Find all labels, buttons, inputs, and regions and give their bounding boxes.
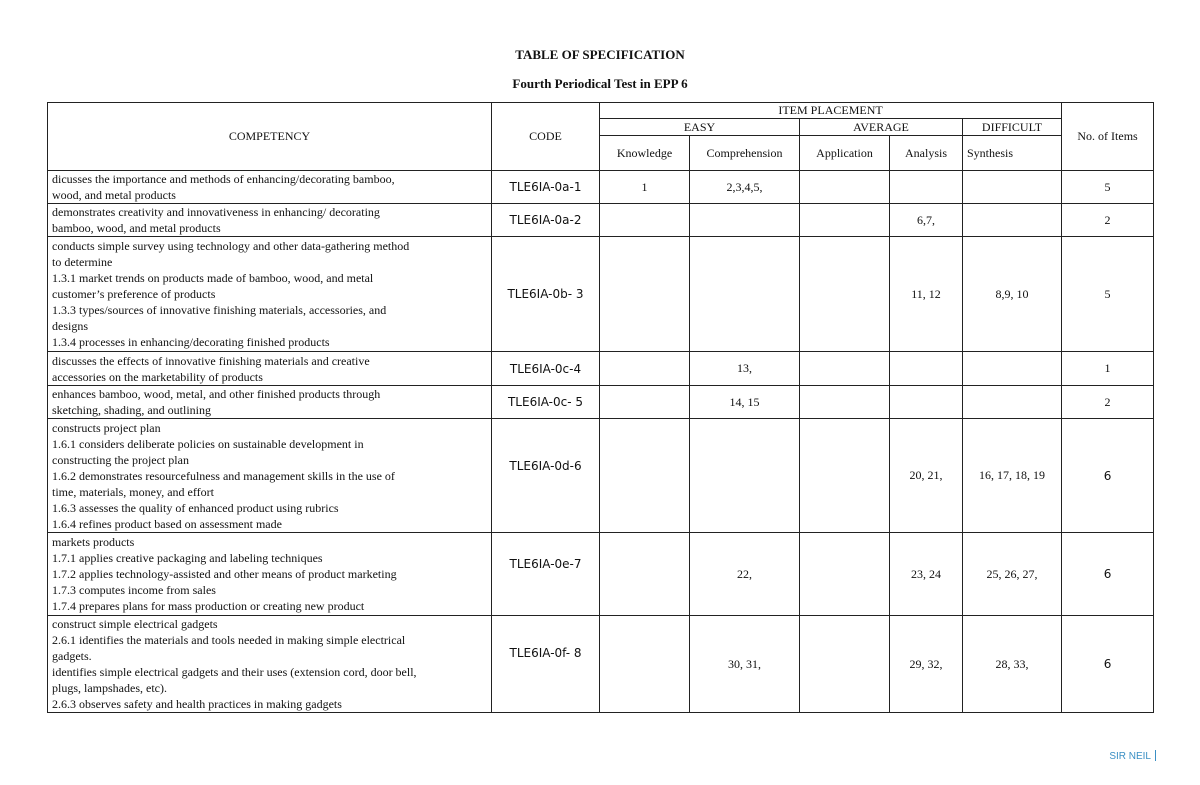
code-cell: TLE6IA-0e-7 bbox=[492, 533, 600, 616]
competency-line: construct simple electrical gadgets bbox=[52, 617, 218, 631]
comprehension-cell: 14, 15 bbox=[690, 386, 800, 419]
header-analysis: Analysis bbox=[890, 136, 963, 171]
table-row bbox=[48, 237, 1154, 352]
total-items-cell: 6 bbox=[1062, 533, 1154, 616]
analysis-cell: 6,7, bbox=[890, 204, 963, 237]
competency-line: 1.3.4 processes in enhancing/decorating finished products bbox=[52, 335, 330, 349]
footer-text: SIR NEIL bbox=[1109, 751, 1151, 762]
synthesis-cell bbox=[963, 171, 1062, 204]
competency-cell bbox=[48, 386, 492, 419]
competency-line: 1.7.3 computes income from sales bbox=[52, 583, 216, 597]
footer-divider bbox=[1155, 750, 1156, 761]
competency-cell bbox=[48, 204, 492, 237]
header-no-of-items: No. of Items bbox=[1062, 103, 1154, 171]
header-application: Application bbox=[800, 136, 890, 171]
comprehension-cell bbox=[690, 237, 800, 352]
header-average: AVERAGE bbox=[800, 119, 963, 136]
competency-line: dicusses the importance and methods of enhancing/decorating bamboo, bbox=[52, 172, 395, 186]
analysis-cell bbox=[890, 171, 963, 204]
code-cell: TLE6IA-0b- 3 bbox=[492, 237, 600, 352]
analysis-cell bbox=[890, 352, 963, 386]
competency-line: accessories on the marketability of products bbox=[52, 369, 263, 384]
table-body bbox=[48, 171, 1154, 713]
comprehension-cell: 30, 31, bbox=[690, 616, 800, 713]
application-cell bbox=[800, 386, 890, 419]
analysis-cell: 29, 32, bbox=[890, 616, 963, 713]
competency-line: 1.3.1 market trends on products made of bamboo, wood, and metal bbox=[52, 271, 374, 285]
header-synthesis: Synthesis bbox=[963, 136, 1062, 171]
code-cell: TLE6IA-0f- 8 bbox=[492, 616, 600, 713]
comprehension-cell bbox=[690, 204, 800, 237]
competency-line: constructing the project plan bbox=[52, 452, 189, 467]
competency-line: enhances bamboo, wood, metal, and other finished products through bbox=[52, 387, 381, 401]
code-cell: TLE6IA-0c-4 bbox=[492, 352, 600, 386]
footer-author bbox=[1109, 750, 1156, 762]
knowledge-cell bbox=[600, 204, 690, 237]
competency-line: 1.7.1 applies creative packaging and labeling techniques bbox=[52, 551, 323, 565]
competency-cell bbox=[48, 237, 492, 352]
comprehension-cell: 2,3,4,5, bbox=[690, 171, 800, 204]
knowledge-cell bbox=[600, 237, 690, 352]
document-subtitle: Fourth Periodical Test in EPP 6 bbox=[512, 76, 688, 91]
knowledge-cell: 1 bbox=[600, 171, 690, 204]
table-row bbox=[48, 533, 1154, 616]
table-row bbox=[48, 386, 1154, 419]
analysis-cell: 23, 24 bbox=[890, 533, 963, 616]
header-code: CODE bbox=[492, 103, 600, 171]
code-cell: TLE6IA-0a-2 bbox=[492, 204, 600, 237]
total-items-cell: 5 bbox=[1062, 237, 1154, 352]
synthesis-cell bbox=[963, 352, 1062, 386]
knowledge-cell bbox=[600, 419, 690, 533]
header-comprehension: Comprehension bbox=[690, 136, 800, 171]
table-row bbox=[48, 352, 1154, 386]
code-cell: TLE6IA-0d-6 bbox=[492, 419, 600, 533]
competency-cell bbox=[48, 616, 492, 713]
total-items-cell: 2 bbox=[1062, 204, 1154, 237]
competency-line: wood, and metal products bbox=[52, 188, 176, 202]
comprehension-cell: 13, bbox=[690, 352, 800, 386]
table-row bbox=[48, 171, 1154, 204]
specification-table bbox=[47, 102, 1154, 713]
competency-line: discusses the effects of innovative finishing materials and creative bbox=[52, 353, 370, 368]
application-cell bbox=[800, 204, 890, 237]
application-cell bbox=[800, 616, 890, 713]
knowledge-cell bbox=[600, 352, 690, 386]
application-cell bbox=[800, 533, 890, 616]
total-items-cell: 6 bbox=[1062, 616, 1154, 713]
competency-line: customer’s preference of products bbox=[52, 287, 216, 301]
code-cell: TLE6IA-0a-1 bbox=[492, 171, 600, 204]
competency-line: to determine bbox=[52, 255, 113, 269]
competency-line: 1.6.3 assesses the quality of enhanced product using rubrics bbox=[52, 500, 339, 515]
analysis-cell: 11, 12 bbox=[890, 237, 963, 352]
application-cell bbox=[800, 237, 890, 352]
application-cell bbox=[800, 171, 890, 204]
competency-line: 1.6.1 considers deliberate policies on sustainable development in bbox=[52, 436, 364, 451]
knowledge-cell bbox=[600, 616, 690, 713]
comprehension-cell bbox=[690, 419, 800, 533]
table-row bbox=[48, 204, 1154, 237]
analysis-cell: 20, 21, bbox=[890, 419, 963, 533]
competency-line: gadgets. bbox=[52, 649, 92, 663]
total-items-cell: 2 bbox=[1062, 386, 1154, 419]
competency-line: conducts simple survey using technology and other data-gathering method bbox=[52, 239, 410, 253]
synthesis-cell bbox=[963, 204, 1062, 237]
competency-line: 2.6.1 identifies the materials and tools needed in making simple electrical bbox=[52, 633, 406, 647]
competency-line: designs bbox=[52, 319, 88, 333]
synthesis-cell: 25, 26, 27, bbox=[963, 533, 1062, 616]
competency-line: 1.6.2 demonstrates resourcefulness and management skills in the use of bbox=[52, 468, 395, 483]
competency-line: sketching, shading, and outlining bbox=[52, 403, 211, 417]
synthesis-cell: 28, 33, bbox=[963, 616, 1062, 713]
competency-line: 1.7.2 applies technology-assisted and other means of product marketing bbox=[52, 567, 397, 581]
competency-cell bbox=[48, 171, 492, 204]
table-row bbox=[48, 419, 1154, 533]
code-cell: TLE6IA-0c- 5 bbox=[492, 386, 600, 419]
header-competency: COMPETENCY bbox=[48, 103, 492, 171]
header-difficult: DIFFICULT bbox=[963, 119, 1062, 136]
synthesis-cell bbox=[963, 386, 1062, 419]
total-items-cell: 6 bbox=[1062, 419, 1154, 533]
synthesis-cell: 8,9, 10 bbox=[963, 237, 1062, 352]
competency-line: 2.6.3 observes safety and health practices in making gadgets bbox=[52, 697, 342, 711]
competency-cell bbox=[48, 352, 492, 386]
competency-line: identifies simple electrical gadgets and their uses (extension cord, door bell, bbox=[52, 665, 417, 679]
total-items-cell: 5 bbox=[1062, 171, 1154, 204]
application-cell bbox=[800, 419, 890, 533]
header-knowledge: Knowledge bbox=[600, 136, 690, 171]
competency-line: demonstrates creativity and innovativeness in enhancing/ decorating bbox=[52, 205, 380, 219]
competency-cell bbox=[48, 419, 492, 533]
knowledge-cell bbox=[600, 533, 690, 616]
competency-cell bbox=[48, 533, 492, 616]
header-easy: EASY bbox=[600, 119, 800, 136]
competency-line: 1.6.4 refines product based on assessment made bbox=[52, 516, 282, 531]
document-title: TABLE OF SPECIFICATION bbox=[515, 47, 685, 62]
competency-line: 1.7.4 prepares plans for mass production or creating new product bbox=[52, 599, 365, 613]
table-row bbox=[48, 616, 1154, 713]
application-cell bbox=[800, 352, 890, 386]
competency-line: 1.3.3 types/sources of innovative finishing materials, accessories, and bbox=[52, 303, 387, 317]
comprehension-cell: 22, bbox=[690, 533, 800, 616]
synthesis-cell: 16, 17, 18, 19 bbox=[963, 419, 1062, 533]
competency-line: plugs, lampshades, etc). bbox=[52, 681, 167, 695]
total-items-cell: 1 bbox=[1062, 352, 1154, 386]
analysis-cell bbox=[890, 386, 963, 419]
header-item-placement: ITEM PLACEMENT bbox=[600, 103, 1062, 119]
competency-line: constructs project plan bbox=[52, 420, 161, 435]
competency-line: bamboo, wood, and metal products bbox=[52, 221, 221, 235]
competency-line: time, materials, money, and effort bbox=[52, 484, 214, 499]
knowledge-cell bbox=[600, 386, 690, 419]
competency-line: markets products bbox=[52, 535, 135, 549]
